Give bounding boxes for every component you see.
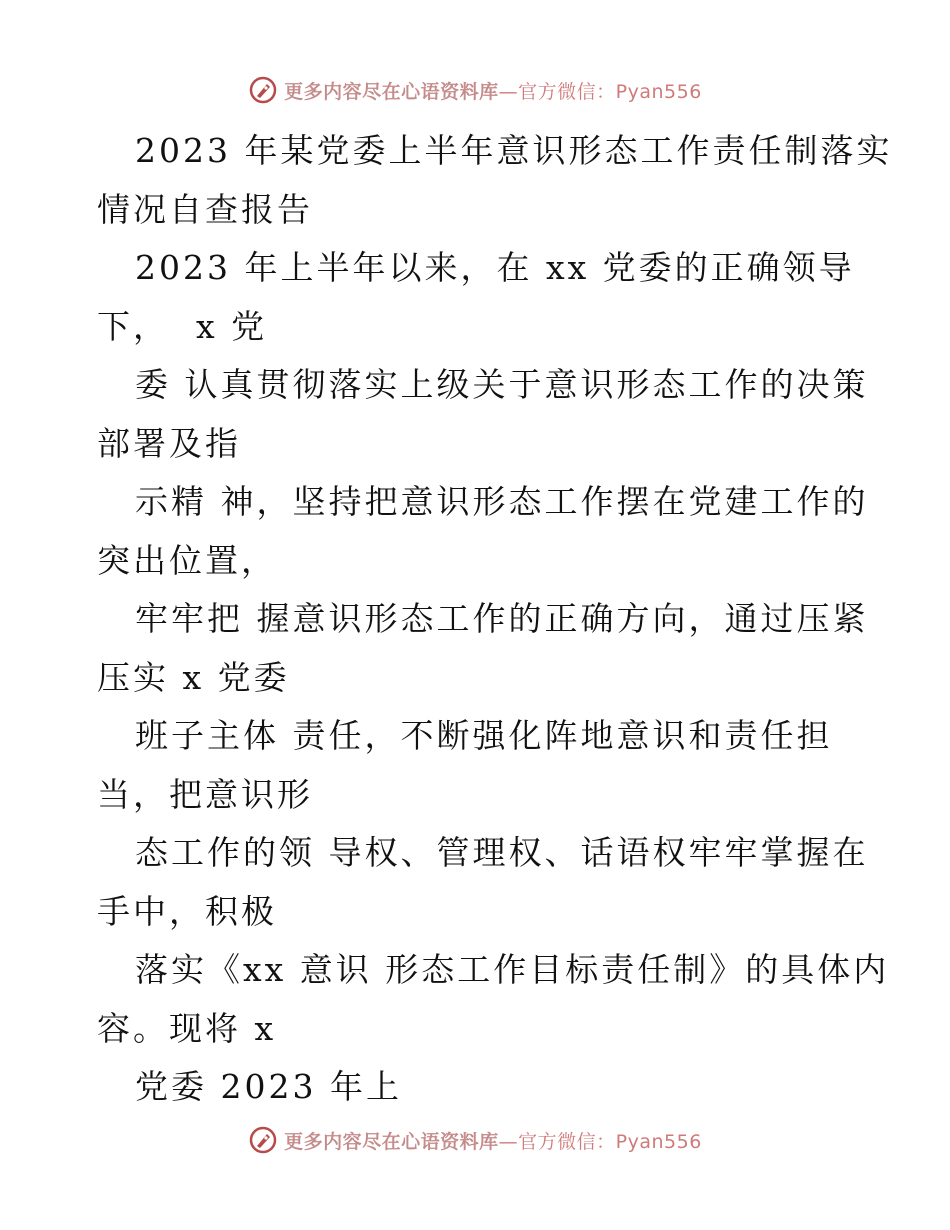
- banner-site-name: 更多内容尽在心语资料库: [284, 80, 499, 103]
- banner-site-name: 更多内容尽在心语资料库: [284, 1130, 499, 1153]
- header-banner: [0, 70, 950, 110]
- document-line: 党委 2023 年上: [135, 1067, 402, 1106]
- document-line: 2023 年某党委上半年意识形态工作责任制落实: [135, 131, 893, 170]
- banner-title: [284, 77, 702, 104]
- document-line: 态工作的领 导权、管理权、话语权牢牢掌握在: [135, 833, 869, 872]
- document-line: 委 认真贯彻落实上级关于意识形态工作的决策: [135, 365, 869, 404]
- banner-title: [284, 1127, 702, 1154]
- document-line: 情况自查报告: [97, 189, 313, 229]
- document-line: 2023 年上半年以来，在 xx 党委的正确领导: [135, 248, 855, 287]
- document-line: 牢牢把 握意识形态工作的正确方向，通过压紧: [135, 599, 869, 638]
- document-body: [97, 122, 893, 1117]
- document-line: 容。现将 x: [97, 1008, 277, 1048]
- footer-banner: [0, 1120, 950, 1160]
- document-line: 班子主体 责任，不断强化阵地意识和责任担: [135, 716, 833, 755]
- document-line: 示精 神，坚持把意识形态工作摆在党建工作的: [135, 482, 869, 521]
- document-line: 突出位置，: [97, 540, 277, 580]
- document-line: 下， x 党: [97, 306, 268, 346]
- document-line: 手中，积极: [97, 891, 277, 931]
- banner-wechat: —官方微信：Pyan556: [498, 80, 702, 103]
- document-line: 压实 x 党委: [97, 657, 290, 697]
- pen-nib-logo-icon: [248, 1125, 278, 1155]
- document-line: 落实《xx 意识 形态工作目标责任制》的具体内: [135, 950, 890, 989]
- banner-wechat: —官方微信：Pyan556: [498, 1130, 702, 1153]
- document-line: 当，把意识形: [97, 774, 313, 814]
- document-line: 部署及指: [97, 423, 241, 463]
- pen-nib-logo-icon: [248, 75, 278, 105]
